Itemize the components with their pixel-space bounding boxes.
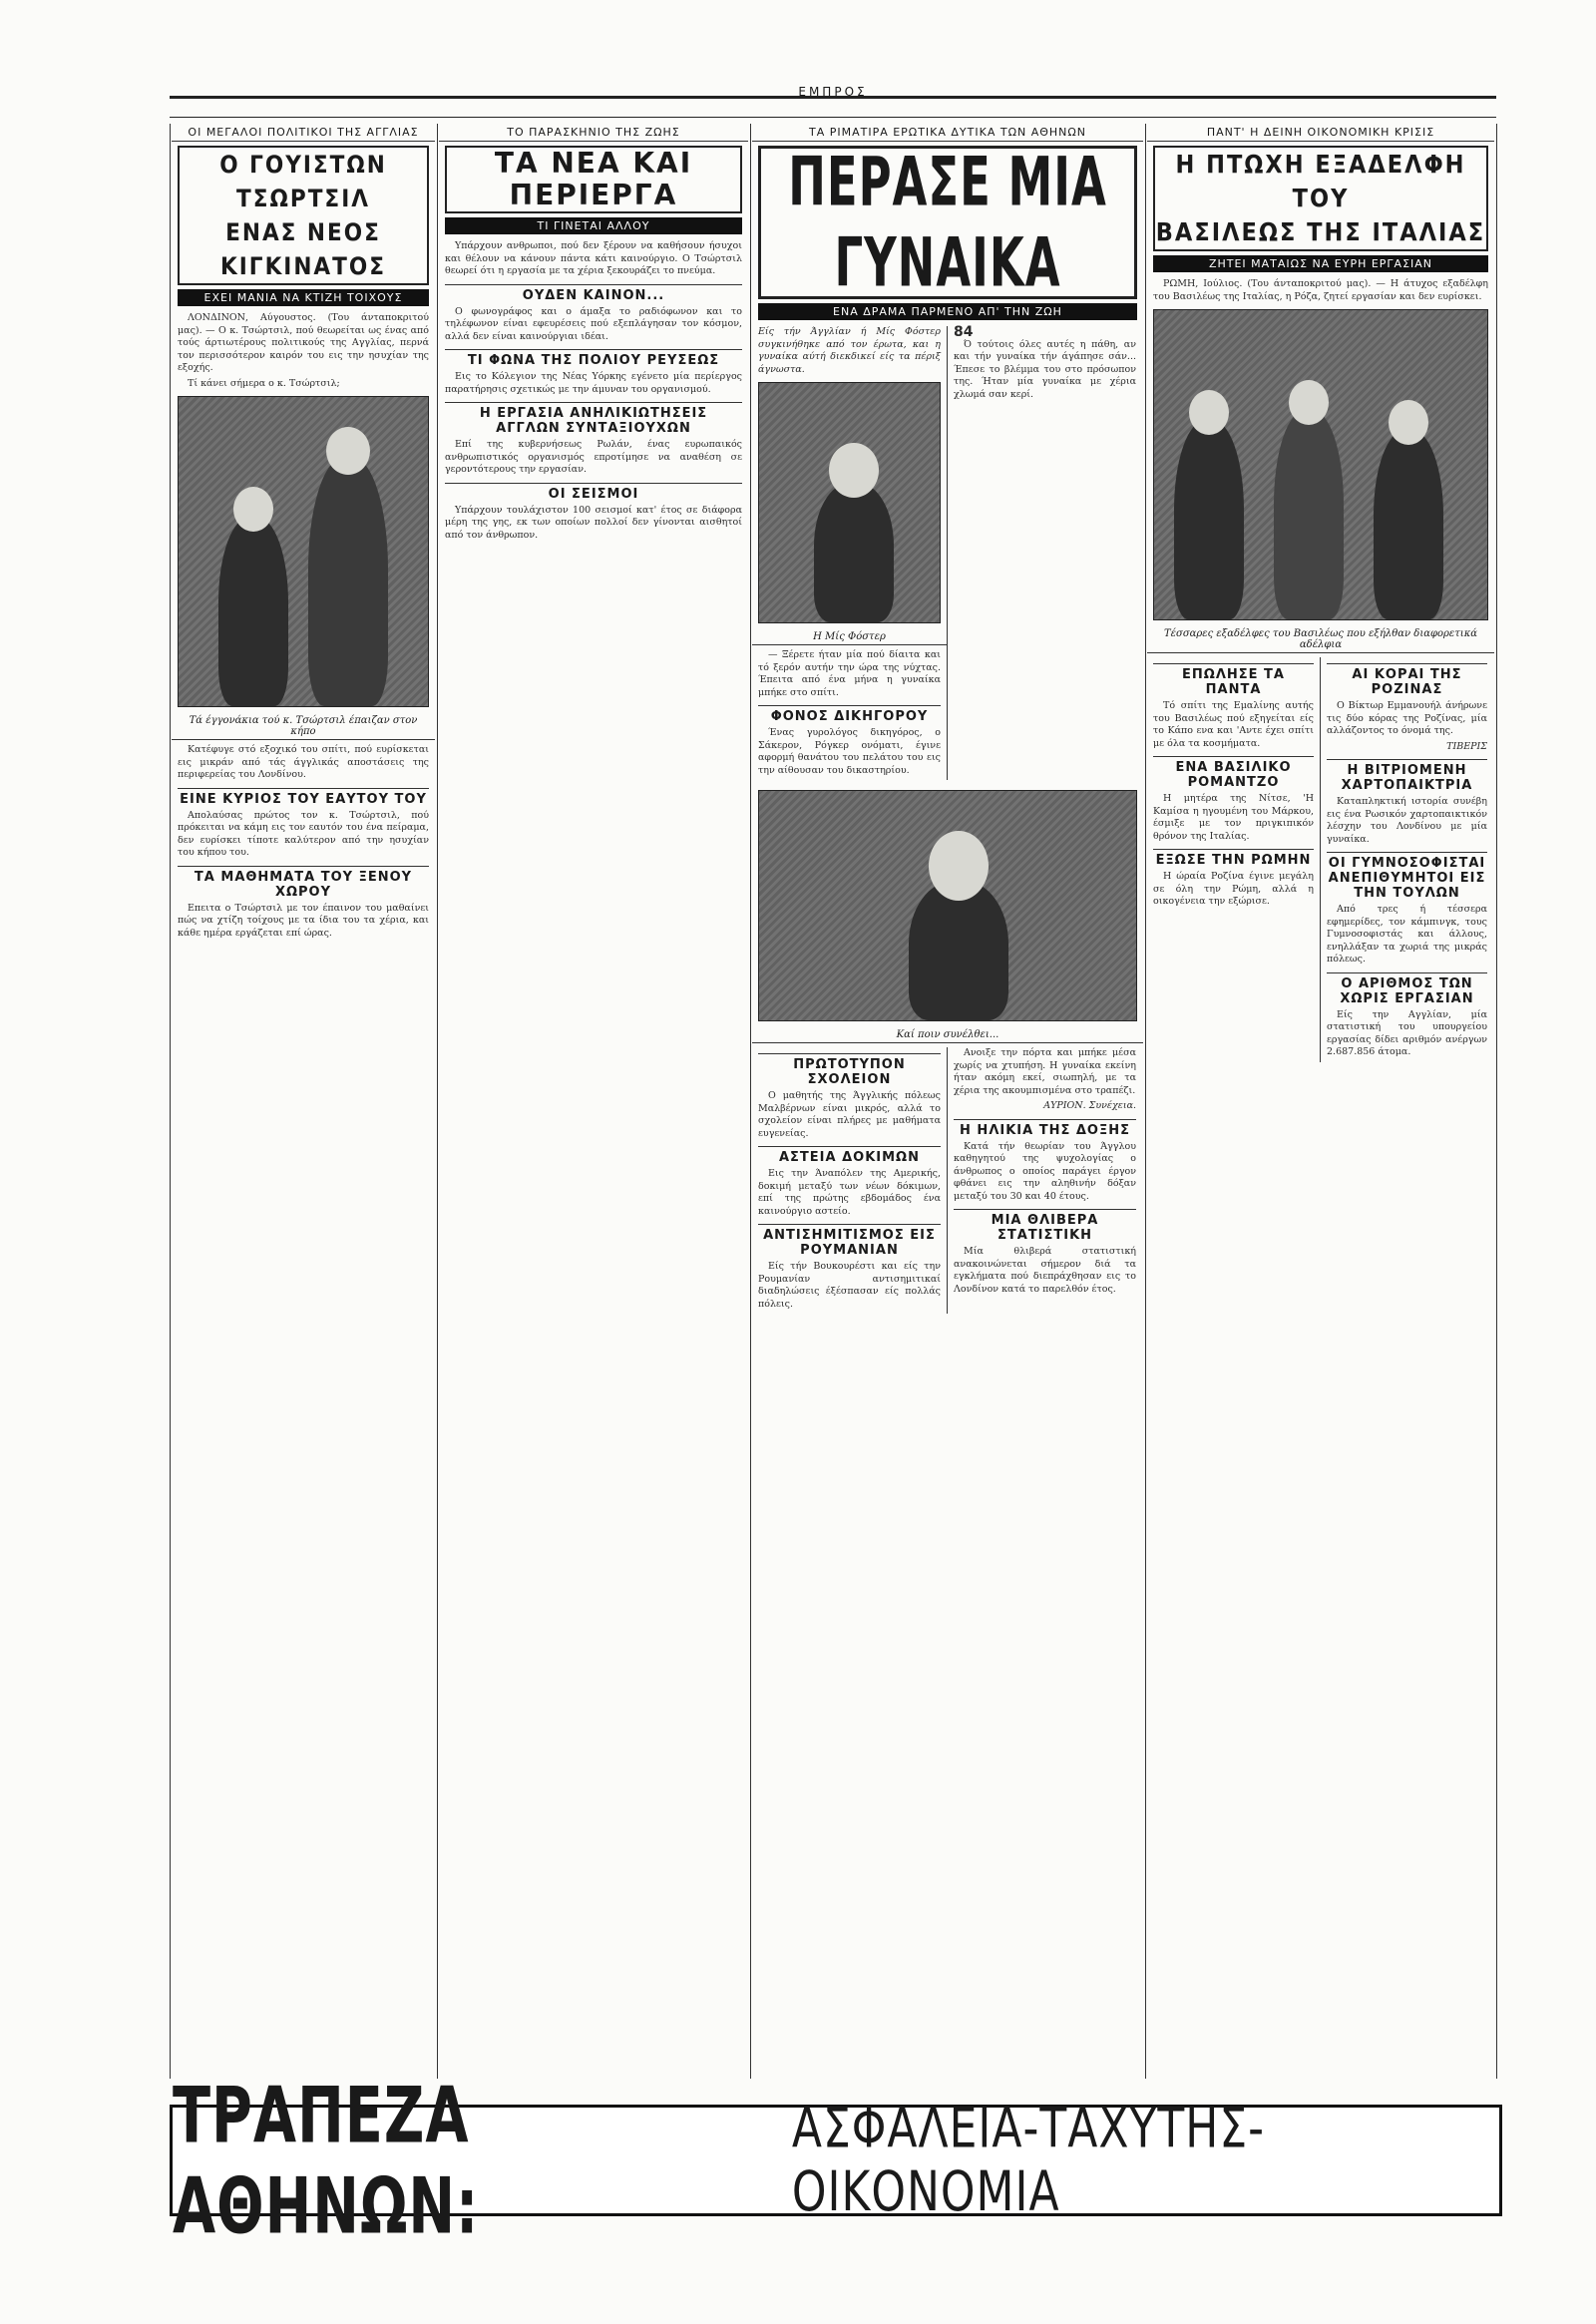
- article-text: Απολαύσας πρώτος τον κ. Τσώρτσιλ, πού πρόκειται να κάμη εις τον εαυτόν του ένα πείραμα, δεν ευρίσκει τίποτε καλύτερον από την ησυχίαν του κήπου του.: [178, 809, 429, 858]
- photo-grandchildren: [178, 396, 429, 707]
- article-text: Ό τούτοις όλες αυτές η πάθη, αν και τήν γυναίκα τήν άγάπησε σάν... Έπεσε το βλέμμα του στο πρόσωπον της. Ήταν μία γυναίκα με χέρια χλωμά σαν κερί.: [954, 338, 1136, 400]
- headline: ΠΕΡΙΕΡΓΑ: [509, 179, 678, 211]
- section-heading: Ο ΑΡΙΘΜΟΣ ΤΩΝ ΧΩΡΙΣ ΕΡΓΑΣΙΑΝ: [1327, 972, 1487, 1006]
- article-kicker: ΠΑΝΤ' Η ΔΕΙΝΗ ΟΙΚΟΝΟΜΙΚΗ ΚΡΙΣΙΣ: [1147, 124, 1494, 142]
- section-heading: ΦΟΝΟΣ ΔΙΚΗΓΟΡΟΥ: [758, 705, 941, 724]
- author-sign: ΤΙΒΕΡΙΣ: [1446, 740, 1487, 752]
- subheadline: ΖΗΤΕΙ ΜΑΤΑΙΩΣ ΝΑ ΕΥΡΗ ΕΡΓΑΣΙΑΝ: [1153, 255, 1488, 272]
- headline: ΤΑ ΝΕΑ ΚΑΙ: [494, 147, 693, 180]
- subheadline: ΤΙ ΓΙΝΕΤΑΙ ΑΛΛΟΥ: [445, 217, 742, 234]
- article-text: Ανοιξε την πόρτα και μπήκε μέσα χωρίς να χτυπήση. Η γυναίκα εκείνη ήταν ακόμη εκεί, σιωπηλή, με τα χέρια της ακουμπισμένα στο τραπέζι.: [954, 1047, 1136, 1096]
- article-text: Μία θλιβερά στατιστική ανακοινώνεται σήμερον διά τα εγκλήματα πού διεπράχθησαν εις το Λονδίνον κατά το παρελθόν έτος.: [954, 1246, 1136, 1295]
- column-rule: [750, 124, 751, 2079]
- article-text: ΛΟΝΔΙΝΟΝ, Αύγουστος. (Του άνταποκριτού μας). — Ο κ. Τσώρτσιλ, πού θεωρείται ως ένας από τούς άρτιωτέρους πολιτικούς της Αγγλίας, περνά τον περισσότερον καιρόν του εις την ησυχίαν της εξοχής. Τί κάνει σήμερα ο κ. Τσώρτσιλ;: [178, 312, 429, 389]
- masthead-title: ΕΜΠΡΟΣ: [798, 85, 868, 99]
- column-rule: [1145, 124, 1146, 2079]
- section-heading: ΜΙΑ ΘΛΙΒΕΡΑ ΣΤΑΤΙΣΤΙΚΗ: [954, 1209, 1136, 1243]
- photo-four-cousins: [1153, 309, 1488, 620]
- photo-caption: Η Μίς Φόστερ: [752, 629, 947, 645]
- article-text: Η ώραία Ροζίνα έγινε μεγάλη σε όλη την Ρώμη, αλλά η οικογένεια την εξώρισε.: [1153, 871, 1314, 907]
- section-heading: ΕΞΩΣΕ ΤΗΝ ΡΩΜΗΝ: [1153, 849, 1314, 868]
- section-heading: ΕΝΑ ΒΑΣΙΛΙΚΟ ΡΟΜΑΝΤΖΟ: [1153, 756, 1314, 790]
- section-heading: Η ΗΛΙΚΙΑ ΤΗΣ ΔΟΞΗΣ: [954, 1119, 1136, 1138]
- bank-advertisement: [170, 2069, 1502, 2252]
- article-text: Η μητέρα της Νίτσε, 'Η Καμίσα η ηγουμένη του Μάρκου, έσμιξε με τον πριγκιπικόν θρόνον της Ιταλίας.: [1153, 793, 1314, 842]
- section-heading: ΑΙ ΚΟΡΑΙ ΤΗΣ ΡΟΖΙΝΑΣ: [1327, 663, 1487, 697]
- article-text: Καταπληκτική ιστορία συνέβη εις ένα Ρωσικόν χαρτοπαικτικόν λέσχην του Λονδίνου με μία γυναίκα.: [1327, 796, 1487, 845]
- article-text: Τό σπίτι της Εμαλίνης αυτής του Βασιλέως πού εξηγείται είς το Κάπο ενα και 'Αντε έχει σπίτι με όλα τα κοσμήματα.: [1153, 700, 1314, 749]
- section-heading: ΕΙΝΕ ΚΥΡΙΟΣ ΤΟΥ ΕΑΥΤΟΥ ΤΟΥ: [178, 788, 429, 807]
- article-text: ΡΩΜΗ, Ιούλιος. (Του άνταποκριτού μας). — Η άτυχος εξαδέλφη του Βασιλέως της Ιταλίας, η Ρόζα, ζητεί εργασίαν και δεν ευρίσκει.: [1153, 278, 1488, 302]
- article-text: Ένας γυρολόγος δικηγόρος, ο Σάκερον, Ρόγκερ ονόματι, έγινε αφορμή θανάτου του πελάτου του εις την αίθουσαν του δικαστηρίου.: [758, 727, 941, 776]
- article-king-cousin: [1147, 124, 1494, 2079]
- headline: ΕΝΑΣ ΝΕΟΣ ΚΙΓΚΙΝΑΤΟΣ: [220, 218, 386, 280]
- photo-caption: Καί ποιν συνέλθει...: [752, 1027, 1143, 1043]
- headline: ΠΕΡΑΣΕ ΜΙΑ ΓΥΝΑΙΚΑ: [788, 143, 1107, 302]
- article-a-woman-passed: [752, 124, 1143, 2079]
- section-heading: ΟΙ ΓΥΜΝΟΣΟΦΙΣΤΑΙ ΑΝΕΠΙΘΥΜΗΤΟΙ ΕΙΣ ΤΗΝ ΤΟΥΛΩΝ: [1327, 852, 1487, 901]
- article-text: Είς την Αγγλίαν, μία στατιστική του υπουργείου εργασίας δίδει αριθμόν ανέργων 2.687.856 άτομα.: [1327, 1008, 1487, 1057]
- headline-box: [178, 146, 429, 285]
- installment-number: 84: [954, 324, 974, 340]
- section-heading: ΤΙ ΦΩΝΑ ΤΗΣ ΠΟΛΙΟΥ ΡΕΥΣΕΩΣ: [445, 349, 742, 368]
- article-text: Ο Βίκτωρ Εμμανουήλ άνήρωνε τις δύο κόρας της Ροζίνας, μία αλλάζοντος το όνομά της.: [1327, 700, 1487, 736]
- article-text: Υπάρχουν τουλάχιστον 100 σεισμοί κατ' έτος σε διάφορα μέρη της γης, εκ των οποίων πολλοί δεν γίνονται αισθητοί από τον άνθρωπον.: [445, 504, 742, 541]
- article-text: Υπάρχουν ανθρωποι, πού δεν ξέρουν να καθήσουν ήσυχοι και θέλουν να κάνουν πάντα κάτι καινούργιο. Ο Τσώρτσιλ θεωρεί ότι η εργασία με τα χέρια ξεκουράζει το πνεύμα.: [445, 240, 742, 276]
- article-text: Κατά τήν θεωρίαν του Άγγλου καθηγητού της ψυχολογίας ο άνθρωπος ο οποίος παράγει έργον φθάνει εις την αληθινήν δόξαν μεταξύ του 30 και 40 έτους.: [954, 1140, 1136, 1202]
- section-heading: Η ΒΙΤΡΙΟΜΕΝΗ ΧΑΡΤΟΠΑΙΚΤΡΙΑ: [1327, 759, 1487, 793]
- article-kicker: ΤΑ ΡΙΜΑΤΙΡΑ ΕΡΩΤΙΚΑ ΔΥΤΙΚΑ ΤΩΝ ΑΘΗΝΩΝ: [752, 124, 1143, 142]
- headline-box: [1153, 146, 1488, 251]
- photo-caption: Τά έγγονάκια τού κ. Τσώρτσιλ έπαιζαν στον κήπο: [172, 713, 435, 740]
- two-column-block: [752, 326, 1143, 780]
- column-rule: [1496, 124, 1497, 2079]
- article-quote: Είς τήν Άγγλίαν ή Μίς Φόστερ συγκινήθηκε από τον έρωτα, και η γυναίκα αύτή διεκδικεί είς τα πέριξ άγνωστα.: [758, 326, 941, 375]
- article-churchill: [172, 124, 435, 2079]
- article-text: Εις το Κόλεγιον της Νέας Υόρκης εγένετο μία περίεργος παρατήρησις σχετικώς με την άμυναν του οργανισμού.: [445, 371, 742, 395]
- headline-box: [758, 143, 1137, 302]
- ad-slogan: ΑΣΦΑΛΕΙΑ-ΤΑΧΥΤΗΣ-ΟΙΚΟΝΟΜΙΑ: [791, 2097, 1266, 2224]
- column-rule: [437, 124, 438, 2079]
- two-column-block: [752, 1047, 1143, 1314]
- article-text: — Ξέρετε ήταν μία πού δίαιτα και τό ξερόν αυτήν την ώρα της νύχτας. Έπειτα από ένα μήνα η γυναίκα μπήκε στο σπίτι.: [758, 649, 941, 698]
- headline: Ο ΓΟΥΙΣΤΩΝ ΤΣΩΡΤΣΙΛ: [219, 151, 387, 212]
- two-column-block: [1147, 657, 1494, 1062]
- headline: Η ΠΤΩΧΗ ΕΞΑΔΕΛΦΗ ΤΟΥ: [1175, 150, 1466, 212]
- subheadline: ΕΧΕΙ ΜΑΝΙΑ ΝΑ ΚΤΙΖΗ ΤΟΙΧΟΥΣ: [178, 289, 429, 306]
- section-heading: ΟΥΔΕΝ ΚΑΙΝΟΝ...: [445, 284, 742, 303]
- article-text: Επειτα ο Τσώρτσιλ με τον έπαινον του μαθαίνει πώς να χτίζη τοίχους με τα ίδια του τα χέρια, και κάθε ημέρα εργάζεται επί ώρας.: [178, 902, 429, 939]
- ad-bank-name: ΤΡΑΠΕΖΑ ΑΘΗΝΩΝ:: [173, 2069, 480, 2252]
- subheadline: ΕΝΑ ΔΡΑΜΑ ΠΑΡΜΕΝΟ ΑΠ' ΤΗΝ ΖΩΗ: [758, 303, 1137, 320]
- section-heading: ΠΡΩΤΟΤΥΠΟΝ ΣΧΟΛΕΙΟΝ: [758, 1053, 941, 1087]
- article-text: Ο μαθητής της Άγγλικής πόλεως Μαλβέρνων είναι μικρός, αλλά το σχολείον είναι πλήρες με μαθήματα ευγενείας.: [758, 1090, 941, 1139]
- masthead: [170, 85, 1496, 118]
- column-rule: [170, 124, 171, 2079]
- article-text: Από τρες ή τέσσερα εφημερίδες, τον κάμπινγκ, τους Γυμνοσοφιστάς και άλλους, ενηλλάξαν τα χωριά της μικράς πόλεως.: [1327, 904, 1487, 965]
- headline-box: [445, 146, 742, 213]
- section-heading: ΑΣΤΕΙΑ ΔΟΚΙΜΩΝ: [758, 1146, 941, 1165]
- article-kicker: ΤΟ ΠΑΡΑΣΚΗΝΙΟ ΤΗΣ ΖΩΗΣ: [439, 124, 748, 142]
- section-heading: ΟΙ ΣΕΙΣΜΟΙ: [445, 483, 742, 502]
- headline: ΒΑΣΙΛΕΩΣ ΤΗΣ ΙΤΑΛΙΑΣ: [1155, 217, 1486, 246]
- continued-sign: ΑΥΡΙΟΝ. Συνέχεια.: [1043, 1100, 1136, 1111]
- article-text: Είς τήν Βουκουρέστι και είς την Ρουμανίαν αντισημιτικαί διαδηλώσεις έξέσπασαν είς πολλάς πόλεις.: [758, 1261, 941, 1310]
- article-text: Κατέφυγε στό εξοχικό του σπίτι, πού ευρίσκεται εις μικράν από τάς άγγλικάς αποστάσεις της περιφερείας του Λονδίνου.: [178, 744, 429, 780]
- section-heading: ΑΝΤΙΣΗΜΙΤΙΣΜΟΣ ΕΙΣ ΡΟΥΜΑΝΙΑΝ: [758, 1224, 941, 1258]
- section-heading: ΕΠΩΛΗΣΕ ΤΑ ΠΑΝΤΑ: [1153, 663, 1314, 697]
- article-text: Επί της κυβερνήσεως Ρωλάν, ένας ευρωπαικός ανθρωπιστικός οργανισμός επροτίμησε να αναθέση σε γεροντότερους την εργασίαν.: [445, 439, 742, 475]
- article-text: Εις την Άναπόλεν της Αμερικής, δοκιμή μεταξύ των νέων δόκιμων, επί της πρώτης εβδομάδος ένα καινούργιο αστείο.: [758, 1168, 941, 1217]
- article-news-curiosities: [439, 124, 748, 2079]
- article-kicker: ΟΙ ΜΕΓΑΛΟΙ ΠΟΛΙΤΙΚΟΙ ΤΗΣ ΑΓΓΛΙΑΣ: [172, 124, 435, 142]
- photo-miss-foster: [758, 382, 941, 623]
- section-heading: ΤΑ ΜΑΘΗΜΑΤΑ ΤΟΥ ΞΕΝΟΥ ΧΩΡΟΥ: [178, 866, 429, 900]
- photo-man-portrait: [758, 790, 1137, 1021]
- photo-caption: Τέσσαρες εξαδέλφες του Βασιλέως που εξήλθαν διαφορετικά αδέλφια: [1147, 626, 1494, 653]
- article-text: Ο φωνογράφος και ο άμαξα το ραδιόφωνον και το τηλέφωνον είναι εφευρέσεις πού εξεπλάγησαν τον κόσμον, αλλά δεν είναι καινούργιαι ιδέαι.: [445, 305, 742, 342]
- section-heading: Η ΕΡΓΑΣΙΑ ΑΝΗΛΙΚΙΩΤΗΣΕΙΣ ΑΓΓΛΩΝ ΣΥΝΤΑΞΙΟΥΧΩΝ: [445, 402, 742, 436]
